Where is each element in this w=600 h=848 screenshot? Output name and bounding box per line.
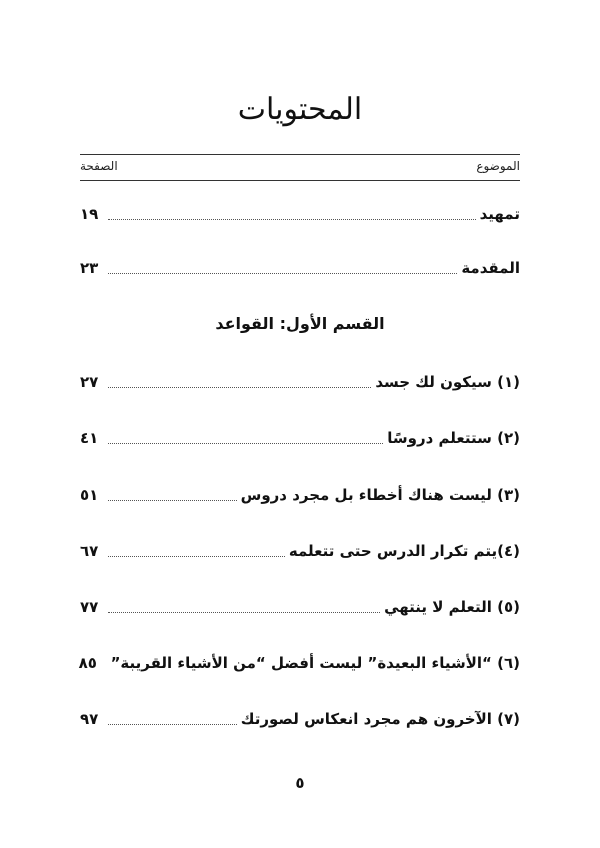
column-header-topic: الموضوع: [476, 159, 520, 173]
toc-entry-title: (٤)يتم تكرار الدرس حتى تتعلمه: [288, 542, 520, 560]
dot-leader: [108, 219, 476, 220]
section-heading: القسم الأول: القواعد: [215, 314, 385, 333]
column-header-page: الصفحة: [80, 159, 118, 173]
toc-entry-page: ٢٧: [80, 373, 99, 391]
toc-entry-page: ٦٧: [80, 542, 99, 560]
toc-entry-page: ٩٧: [80, 710, 99, 728]
toc-entry[interactable]: [80, 479, 520, 507]
toc-entry[interactable]: [80, 703, 520, 731]
toc-entry-page: ٤١: [80, 429, 99, 447]
page-title: المحتويات: [237, 92, 363, 127]
toc-entry-intro[interactable]: [80, 198, 520, 226]
toc-entry-page: ٨٥: [78, 654, 97, 672]
toc-entry-title: تمهيد: [479, 205, 520, 223]
header-bottom-rule: [80, 180, 520, 181]
dot-leader: [108, 273, 457, 274]
toc-entry-page: ٥١: [80, 486, 99, 504]
toc-entry[interactable]: [80, 422, 520, 450]
toc-entry-title: (٢) ستتعلم دروسًا: [387, 429, 520, 447]
toc-entry-title: (٦) “الأشياء البعيدة” ليست أفضل “من الأشياء القريبة”: [110, 654, 520, 672]
toc-entry-title: المقدمة: [461, 259, 520, 277]
toc-entry-preface[interactable]: [80, 252, 520, 280]
header-top-rule: [80, 154, 520, 155]
page-number: ٥: [295, 774, 305, 792]
toc-entry[interactable]: [80, 647, 520, 675]
dot-leader: [108, 387, 371, 388]
toc-entry[interactable]: [80, 366, 520, 394]
dot-leader: [108, 500, 237, 501]
dot-leader: [108, 443, 383, 444]
toc-entry-page: ٢٣: [80, 259, 99, 277]
toc-entry-page: ٧٧: [80, 598, 99, 616]
toc-entry-title: (١) سيكون لك جسد: [375, 373, 520, 391]
toc-entry-title: (٣) ليست هناك أخطاء بل مجرد دروس: [240, 486, 520, 504]
toc-entry-title: (٧) الآخرون هم مجرد انعكاس لصورتك: [240, 710, 520, 728]
toc-entry-title: (٥) التعلم لا ينتهي: [384, 598, 520, 616]
toc-entry-page: ١٩: [80, 205, 99, 223]
dot-leader: [108, 556, 285, 557]
toc-entry[interactable]: [80, 535, 520, 563]
toc-entry[interactable]: [80, 591, 520, 619]
dot-leader: [108, 724, 237, 725]
dot-leader: [108, 612, 380, 613]
